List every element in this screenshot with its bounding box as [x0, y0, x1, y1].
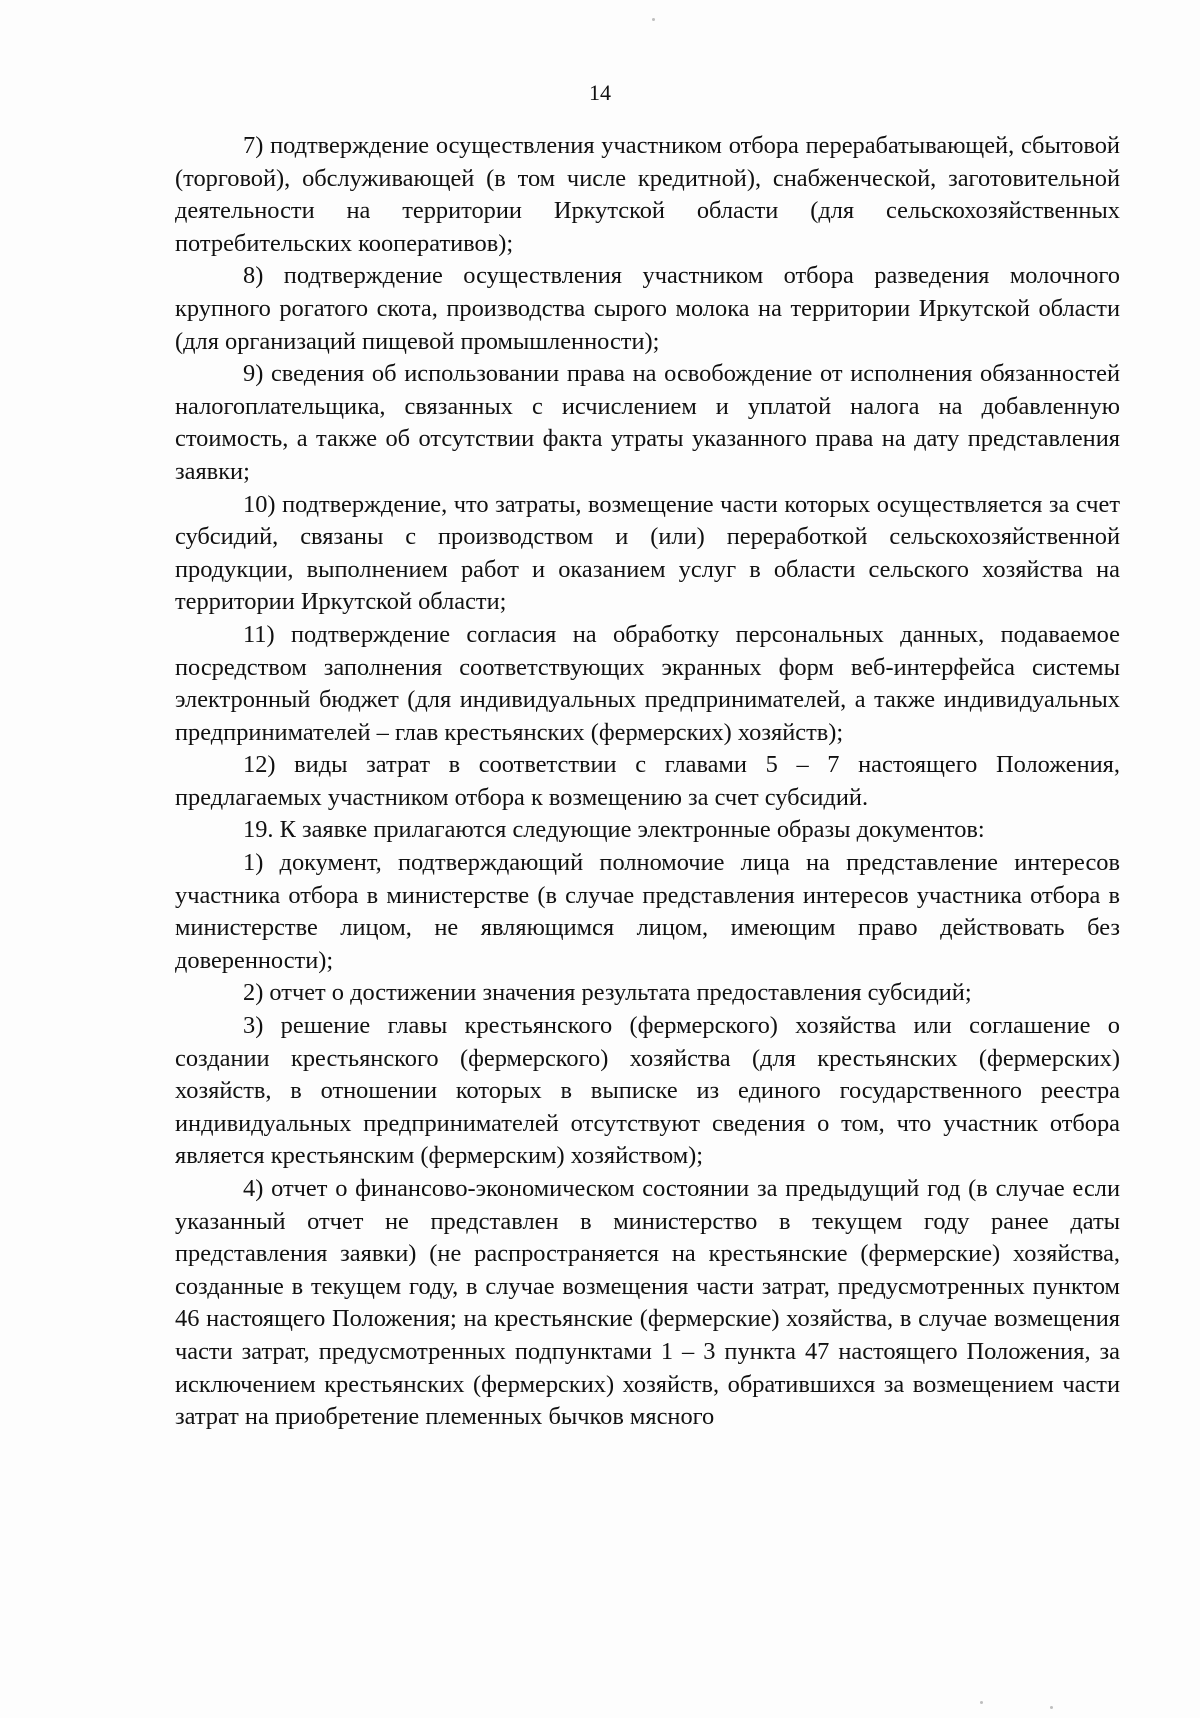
paragraph-item-12: 12) виды затрат в соответствии с главами 5 – 7 настоящего Положения, предлагаемых участником отбора к возмещению за счет субсидий.: [175, 751, 1120, 811]
page-number: 14: [589, 80, 611, 105]
document-body: [175, 130, 1120, 1434]
paragraph-item-9: 9) сведения об использовании права на освобождение от исполнения обязанностей налогоплательщика, связанных с исчислением и уплатой налога на добавленную стоимость, а также об отсутствии факта утраты указанного права на дату представления заявки;: [175, 360, 1120, 485]
paragraph-section-19: 19. К заявке прилагаются следующие электронные образы документов:: [243, 816, 985, 844]
scan-artifact: [652, 18, 655, 21]
scan-artifact: [1050, 1706, 1053, 1709]
scan-artifact: [980, 1701, 983, 1704]
paragraph-item-7: 7) подтверждение осуществления участником отбора перерабатывающей, сбытовой (торговой), обслуживающей (в том числе кредитной), снабженческой, заготовительной деятельности на территории Иркутской области (для сельскохозяйственных потребительских кооперативов);: [175, 132, 1120, 257]
paragraph-item-10: 10) подтверждение, что затраты, возмещение части которых осуществляется за счет субсидий, связаны с производством и (или) переработкой сельскохозяйственной продукции, выполнением работ и оказанием услуг в области сельского хозяйства на территории Иркутской области;: [175, 490, 1120, 616]
paragraph-item-8: 8) подтверждение осуществления участником отбора разведения молочного крупного рогатого скота, производства сырого молока на территории Иркутской области (для организаций пищевой промышленности);: [175, 262, 1120, 355]
paragraph-attachment-3: 3) решение главы крестьянского (фермерского) хозяйства или соглашение о создании крестьянского (фермерского) хозяйства (для крестьянских (фермерских) хозяйств, в отношении которых в выписке из единого государственного реестра индивидуальных предпринимателей отсутствуют сведения о том, что участник отбора является крестьянским (фермерским) хозяйством);: [175, 1012, 1120, 1170]
paragraph-attachment-2: 2) отчет о достижении значения результата предоставления субсидий;: [243, 979, 972, 1007]
paragraph-item-11: 11) подтверждение согласия на обработку персональных данных, подаваемое посредством заполнения соответствующих экранных форм веб-интерфейса системы электронный бюджет (для индивидуальных предпринимателей, а также индивидуальных предпринимателей – глав крестьянских (фермерских) хозяйств);: [175, 620, 1120, 746]
paragraph-attachment-1: 1) документ, подтверждающий полномочие лица на представление интересов участника отбора в министерстве (в случае представления интересов участника отбора в министерстве лицом, не являющимся лицом, имеющим право действовать без доверенности);: [175, 849, 1120, 974]
paragraph-attachment-4: 4) отчет о финансово-экономическом состоянии за предыдущий год (в случае если указанный отчет не представлен в министерство в текущем году ранее даты представления заявки) (не распространяется на крестьянские (фермерские) хозяйства, созданные в текущем году, в случае возмещения части затрат, предусмотренных пунктом 46 настоящего Положения; на крестьянские (фермерские) хозяйства, в случае возмещения части затрат, предусмотренных подпунктами 1 – 3 пункта 47 настоящего Положения, за исключением крестьянских (фермерских) хозяйств, обратившихся за возмещением части затрат на приобретение племенных бычков мясного: [175, 1175, 1120, 1431]
